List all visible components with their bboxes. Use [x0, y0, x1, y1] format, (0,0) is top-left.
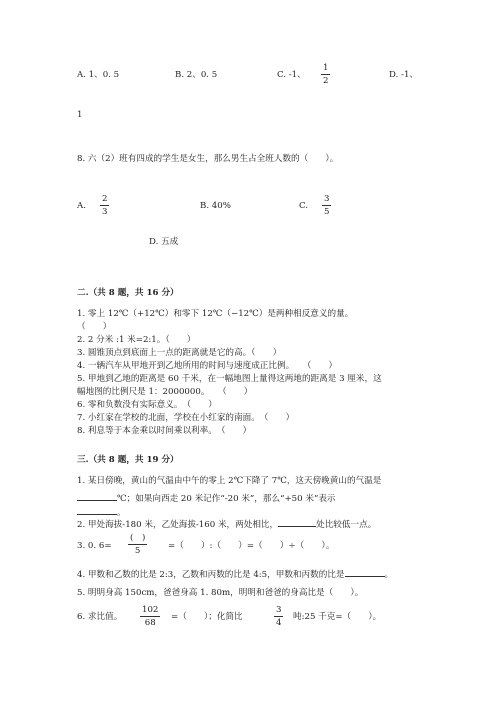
q8-option-c: C.	[299, 201, 309, 211]
s3-q6-fraction-2	[274, 606, 283, 627]
fraction-numerator: 3	[324, 194, 330, 204]
s3-q2-tail: 处比较低一点。	[316, 520, 377, 530]
q8-option-d: D. 五成	[149, 237, 179, 247]
fraction-denominator: 2	[323, 75, 329, 86]
s3-q4-text: 4. 甲数和乙数的比是 2:3，乙数和丙数的比是 4:5，甲数和丙数的比是	[77, 570, 345, 580]
s2-line: 4. 一辆汽车从甲地开到乙地所用的时间与速度成正比例。 （ ）	[77, 361, 338, 371]
s2-line: 6. 零和负数没有实际意义。 （ ）	[77, 400, 217, 410]
answer-blank[interactable]	[278, 518, 316, 527]
s3-q6-fraction-1	[140, 606, 160, 627]
s2-line: 7. 小红家在学校的北面，学校在小红家的南面。 （ ）	[77, 413, 295, 423]
fraction-numerator: 3	[276, 605, 282, 615]
s2-line: 5. 甲地到乙地的距离是 60 千米，在一幅地图上量得这两地的距离是 3 厘米，这	[77, 374, 382, 384]
s3-q3-prefix: 3. 0. 6=	[77, 541, 112, 551]
s3-q6-rest: 吨:25 千克=（ ）。	[293, 612, 382, 622]
fraction-denominator: 5	[324, 206, 330, 217]
fraction-numerator: 2	[102, 194, 108, 204]
fraction-denominator: 68	[144, 617, 156, 628]
q7-option-a: A. 1、0. 5	[77, 70, 120, 80]
s3-q5: 5. 明明身高 150cm，爸爸身高 1. 80m，明明和爸爸的身高比是（ ）。	[77, 588, 364, 598]
s2-line: 8. 利息等于本金乘以时间乘以利率。 （ ）	[77, 426, 252, 436]
s3-q4	[77, 568, 393, 580]
section-2-title: 二.（共 8 题，共 16 分）	[77, 288, 179, 298]
s2-line: 3. 圆锥顶点到底面上一点的距离就是它的高。（ ）	[77, 348, 282, 358]
s3-q2	[77, 518, 376, 530]
s3-q4-tail: 。	[384, 570, 394, 580]
q7-option-c-fraction	[321, 64, 330, 85]
s2-line: 1. 零上 12℃（+12℃）和零下 12℃（−12℃）是两种相反意义的量。	[77, 309, 354, 319]
s3-q6-prefix: 6. 求比值。	[77, 612, 123, 622]
s3-q3-rest: =（ ）:（ ）=（ ）÷（ ）。	[168, 541, 335, 551]
q7-option-d-continued: 1	[77, 110, 83, 120]
q8-option-b: B. 40%	[200, 201, 231, 211]
answer-blank[interactable]	[77, 506, 117, 515]
fraction-numerator: 1	[323, 63, 329, 73]
q8-stem: 8. 六（2）班有四成的学生是女生，那么男生占全班人数的（ ）。	[77, 154, 339, 164]
s3-q1-line2	[77, 492, 336, 504]
fraction-numerator: ( )	[130, 533, 146, 543]
q8-option-a: A.	[77, 201, 86, 211]
fraction-denominator: 5	[134, 545, 141, 556]
q7-option-b: B. 2、0. 5	[175, 70, 218, 80]
q8-option-c-fraction	[322, 195, 331, 216]
answer-blank[interactable]	[77, 492, 117, 501]
fraction-denominator: 4	[276, 617, 282, 628]
s3-q1-line1: 1. 某日傍晚，黄山的气温由中午的零上 2℃下降了 7℃，这天傍晚黄山的气温是	[77, 476, 382, 486]
s2-line: （ ）	[77, 322, 112, 332]
s3-q1-line3-text: 。	[117, 508, 126, 518]
s3-q3-fraction	[128, 534, 147, 555]
s3-q1-line2-text: ℃；如果向西走 20 米记作“-20 米”，那么“+50 米”表示	[117, 494, 336, 504]
s2-line: 幅地图的比例尺是 1：2000000。 （ ）	[77, 387, 253, 397]
answer-blank[interactable]	[345, 568, 385, 577]
s3-q6-middle: =（ ）；化简比	[171, 612, 243, 622]
s2-line: 2. 2 分米 :1 米=2:1。（ ）	[77, 335, 196, 345]
s3-q2-text: 2. 甲处海拔-180 米，乙处海拔-160 米，两处相比，	[77, 520, 279, 530]
fraction-denominator: 3	[102, 206, 108, 217]
q8-option-a-fraction	[100, 195, 109, 216]
s3-q1-line3	[77, 506, 126, 518]
q7-option-c: C. -1、	[277, 70, 306, 80]
section-3-title: 三.（共 8 题，共 19 分）	[77, 455, 179, 465]
q7-option-d: D. -1、	[389, 70, 419, 80]
fraction-numerator: 102	[142, 605, 159, 615]
